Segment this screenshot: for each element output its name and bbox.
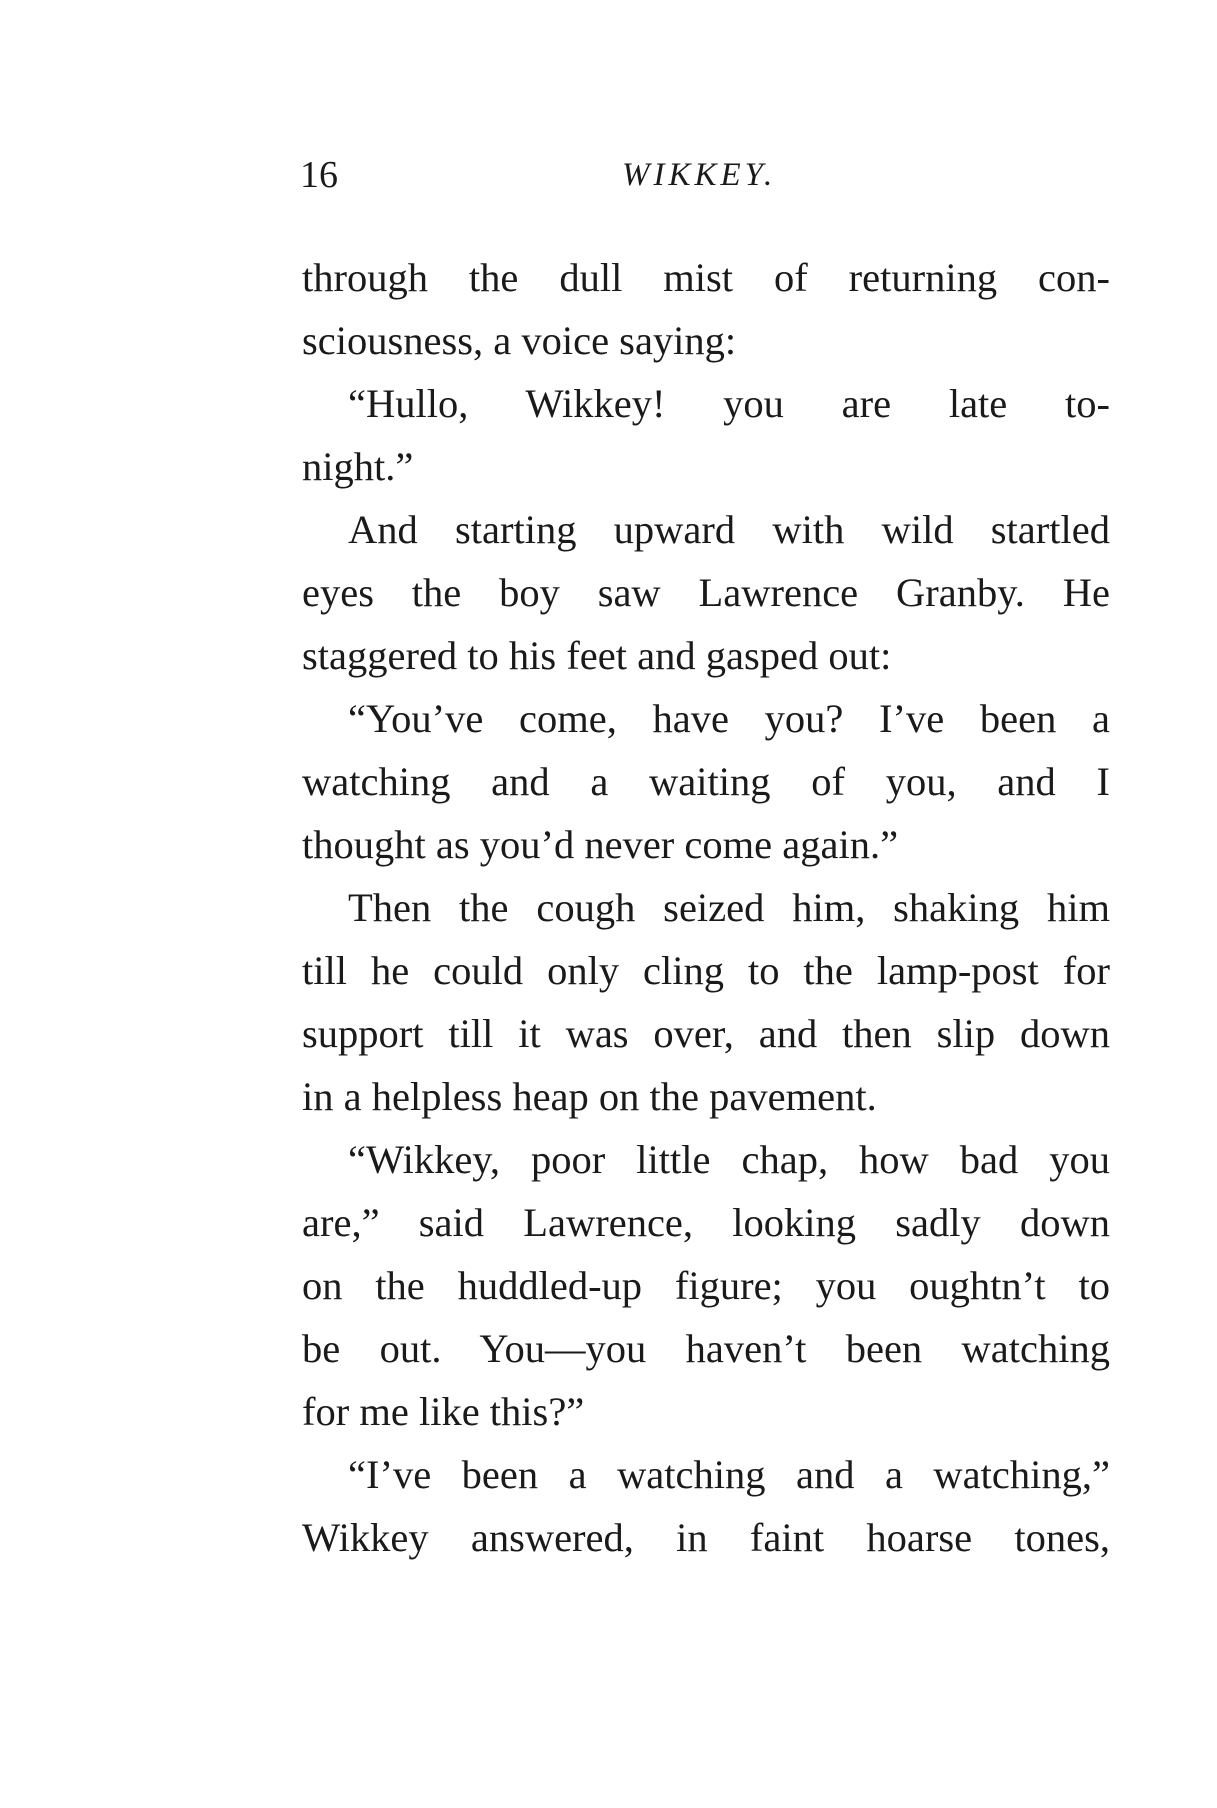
running-title: WIKKEY.: [622, 157, 777, 193]
text-line: be out. You—you haven’t been watching: [302, 1326, 1110, 1371]
text-line: in a helpless heap on the pavement.: [302, 1074, 877, 1119]
text-line: eyes the boy saw Lawrence Granby. He: [302, 570, 1110, 615]
body-text: [302, 246, 1110, 1569]
text-line: Wikkey answered, in faint hoarse tones,: [302, 1515, 1110, 1560]
page-number: 16: [300, 154, 338, 196]
text-line: “You’ve come, have you? I’ve been a: [348, 696, 1110, 741]
text-line: “I’ve been a watching and a watching,”: [348, 1452, 1110, 1497]
text-line: till he could only cling to the lamp-post for: [302, 948, 1110, 993]
text-line: “Wikkey, poor little chap, how bad you: [348, 1137, 1110, 1182]
text-line: thought as you’d never come again.”: [302, 822, 899, 867]
text-line: through the dull mist of returning con-: [302, 255, 1110, 300]
page-header: [300, 150, 860, 200]
text-line: watching and a waiting of you, and I: [302, 759, 1110, 804]
text-line: are,” said Lawrence, looking sadly down: [302, 1200, 1110, 1245]
text-line: And starting upward with wild startled: [348, 507, 1110, 552]
text-line: night.”: [302, 444, 414, 489]
text-line: “Hullo, Wikkey! you are late to-: [348, 381, 1110, 426]
text-line: staggered to his feet and gasped out:: [302, 633, 892, 678]
text-line: for me like this?”: [302, 1389, 585, 1434]
text-line: sciousness, a voice saying:: [302, 318, 737, 363]
text-line: support till it was over, and then slip down: [302, 1011, 1110, 1056]
text-line: Then the cough seized him, shaking him: [348, 885, 1110, 930]
text-line: on the huddled-up figure; you oughtn’t to: [302, 1263, 1110, 1308]
